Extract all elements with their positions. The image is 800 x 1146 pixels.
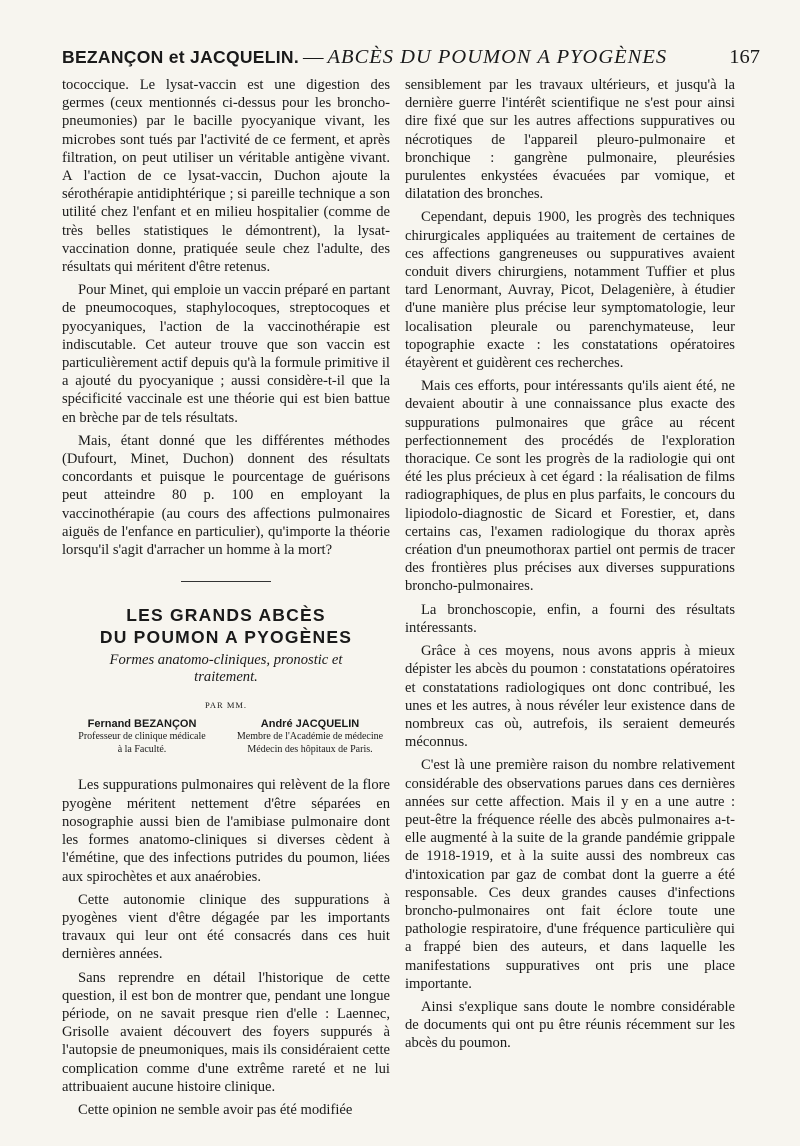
running-head-separator: — (303, 46, 324, 68)
body-paragraph: tococcique. Le lysat-vaccin est une digestion des germes (ceux mentionnés ci-dessus pour les broncho-pneumonies) par le bacille pyocyanique vivant, les microbes sont tués par l'activité de ce ferment, et après filtration, on peut utiliser un véritable antigène vivant. A l'action de ce lysat-vaccin, Duchon ajoute la sérothérapie antidiphtérique ; si pareille technique a son utilité chez l'enfant et en milieu hospitalier (comme de très belles statistiques le démontrent), la lysat-vaccination donne, pratiquée seule chez l'adulte, des résultats qui méritent d'être retenus. (62, 77, 390, 276)
subtitle-line: traitement. (194, 669, 258, 686)
author-name: Fernand BEZANÇON (87, 718, 197, 731)
body-paragraph: Grâce à ces moyens, nous avons appris à mieux dépister les abcès du poumon : constatations opératoires et constatations radiologiques ont donc contribué, les unes et les autres, à nous révéler leur existence dans de nombreux cas où, autrefois, ils seraient demeurés méconnus. (405, 643, 735, 751)
page-number: 167 (729, 46, 760, 68)
left-column (62, 76, 390, 1124)
author-affiliation: Membre de l'Académie de médecine (236, 731, 384, 743)
body-paragraph: Pour Minet, qui emploie un vaccin préparé en partant de pneumocoques, staphylocoques, streptocoques et pyocyaniques, l'action de la vaccinothérapie est indiscutable. Cet auteur trouve que son vaccin est particulièrement actif depuis qu'à la formule primitive il a ajouté du pyocyanique ; aussi considère-t-il que la spécificité vaccinale est une théorie qui est bien battue en brèche par de tels résultats. (62, 282, 390, 426)
article-title-line: LES GRANDS ABCÈS (126, 605, 326, 626)
body-paragraph: Mais ces efforts, pour intéressants qu'ils aient été, ne devaient aboutir à une connaissance plus exacte des suppurations pulmonaires que grâce au récent perfectionnement des procédés de l'exploration thoracique. Ce sont les progrès de la radiologie qui ont été les plus précieux à cet égard : la réalisation de films radiographiques, de plus en plus parfaits, le concours du lipiodolo-diagnostic de Sicard et Forestier, et, dans certains cas, l'examen radiologique du thorax après création d'un pneumothorax partiel ont permis de tracer des frontières plus précises aux diverses suppurations broncho-pulmonaires. (405, 378, 735, 595)
authors-block (62, 717, 390, 756)
article-subtitle (62, 652, 390, 686)
author-affiliation: Professeur de clinique médicale (78, 731, 206, 743)
body-paragraph: Cette autonomie clinique des suppurations à pyogènes vient d'être dégagée par les importants travaux qui leur ont été consacrés dans ces huit dernières années. (62, 891, 390, 963)
running-head-title: ABCÈS DU POUMON A PYOGÈNES (327, 46, 668, 68)
running-head-authors: BEZANÇON et JACQUELIN. (62, 47, 300, 67)
right-column (405, 76, 735, 1058)
running-head (62, 44, 762, 70)
body-paragraph: Les suppurations pulmonaires qui relèvent de la flore pyogène méritent nettement d'être séparées en nosographie aussi bien de l'amibiase pulmonaire dont les formes anatomo-cliniques si diverses cèdent à l'émétine, que des infections putrides du poumon, liées aux spirochètes et aux anaérobies. (62, 777, 390, 885)
author-jacquelin (230, 717, 390, 756)
author-bezancon (62, 717, 222, 756)
author-name: André JACQUELIN (260, 718, 360, 731)
body-paragraph: Mais, étant donné que les différentes méthodes (Dufourt, Minet, Duchon) donnent des résultats concordants et puisque le pourcentage de guérisons peut atteindre 80 p. 100 en employant la vaccinothérapie (au cours des affections pulmonaires aiguës de l'enfance en particulier), qu'importe la théorie lorsqu'il s'agit d'arracher un homme à la mort? (62, 432, 390, 559)
article-title (62, 604, 390, 648)
body-paragraph: Cependant, depuis 1900, les progrès des techniques chirurgicales appliquées au traitement de certaines de ces affections gangreneuses ou suppuratives avaient conduit divers chirurgiens, notamment Tuffier et plus tard Lenormant, Auvray, Picot, Delagenière, à étudier d'une manière plus précise leur symptomatologie, leur localisation pleurale ou parenchymateuse, leur topographie exacte : les constatations opératoires étayèrent et guidèrent ces recherches. (405, 209, 735, 372)
subtitle-line: Formes anatomo-cliniques, pronostic et (109, 652, 343, 669)
body-paragraph: C'est là une première raison du nombre relativement considérable des observations parues dans ces dernières années sur cette affection. Mais il y en a une autre : peut-être la fréquence réelle des abcès pulmonaires a-t-elle augmenté à la suite de la grande pandémie grippale de 1918-1919, et à la suite aussi des nombreux cas d'intoxication par gaz de combat dont la guerre a été responsable. Ces deux grandes causes d'infections broncho-pulmonaires ont fait éclore toute une pathologie respiratoire, d'une fréquence particulière qui a frappé bien des auteurs, et dans laquelle les manifestations suppuratives ont pris une place importante. (405, 757, 735, 992)
section-divider (181, 581, 271, 582)
byline-par: PAR MM. (204, 700, 248, 711)
author-affiliation: à la Faculté. (117, 743, 167, 755)
author-affiliation: Médecin des hôpitaux de Paris. (247, 743, 373, 755)
body-paragraph: sensiblement par les travaux ultérieurs, et jusqu'à la dernière guerre l'intérêt scientifique ne s'est pour ainsi dire fixé que sur les autres affections suppuratives ou nécrotiques de l'appareil pleuro-pulmonaire et bronchique : gangrène pulmonaire, pleurésies purulentes enkystées évacuées par vomique, et dilatation des bronches. (405, 77, 735, 203)
body-paragraph: Ainsi s'explique sans doute le nombre considérable de documents qui ont pu être réunis récemment sur les abcès du poumon. (405, 998, 735, 1052)
article-title-line: DU POUMON A PYOGÈNES (99, 627, 353, 648)
body-paragraph: La bronchoscopie, enfin, a fourni des résultats intéressants. (405, 601, 735, 636)
body-paragraph: Sans reprendre en détail l'historique de cette question, il est bon de montrer que, pendant une longue période, on ne savait presque rien d'elle : Laennec, Grisolle avaient découvert des foyers suppurés à l'autopsie de pneumoniques, mais ils considéraient cette complication comme d'une extrême rareté et ne lui attribuaient aucune histoire clinique. (62, 969, 390, 1095)
body-paragraph: Cette opinion ne semble avoir pas été modifiée (78, 1101, 353, 1118)
